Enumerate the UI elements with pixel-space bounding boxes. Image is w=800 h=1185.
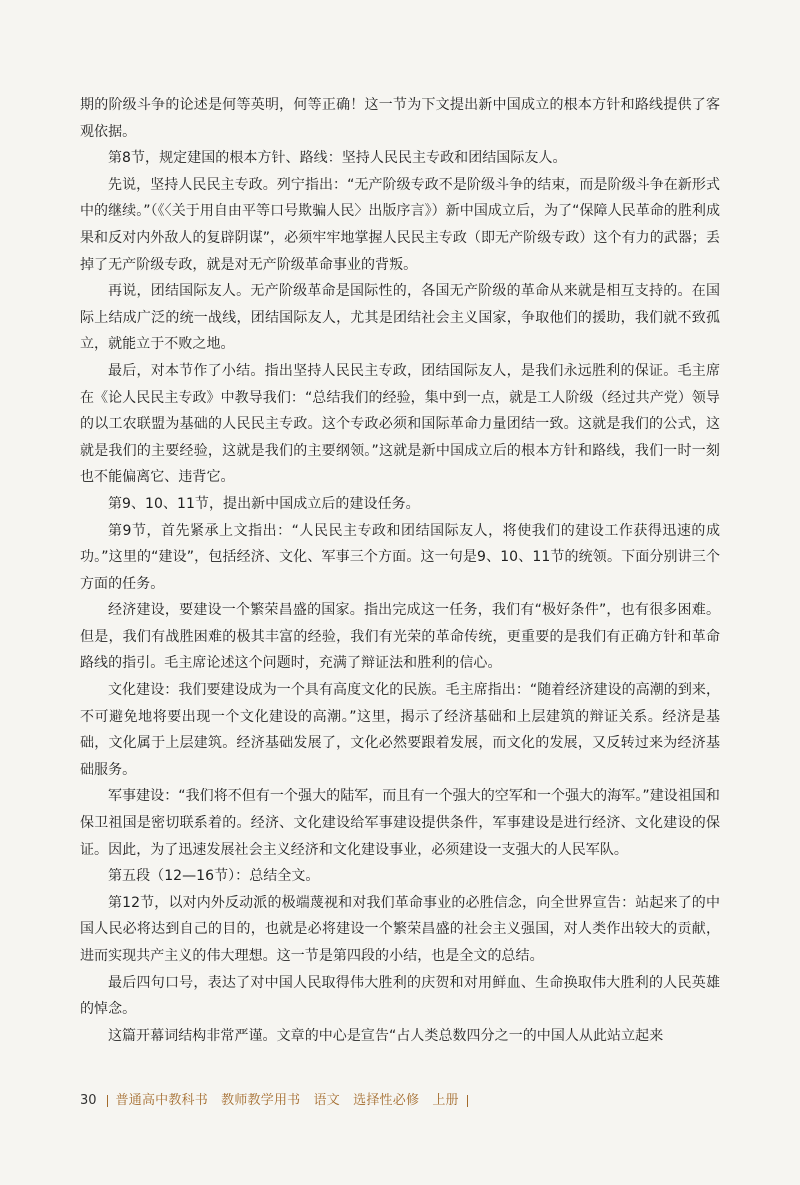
footer-divider (467, 1095, 468, 1107)
footer-divider (107, 1095, 108, 1107)
paragraph: 第8节，规定建国的根本方针、路线：坚持人民民主专政和团结国际友人。 (108, 150, 567, 167)
paragraph: 期的阶级斗争的论述是何等英明，何等正确！这一节为下文提出新中国成立的根本方针和路线提供了客观依据。 (80, 97, 720, 140)
page-footer (80, 1090, 468, 1112)
paragraph: 第五段（12—16节）：总结全文。 (108, 868, 320, 885)
paragraph: 先说，坚持人民民主专政。列宁指出：“无产阶级专政不是阶级斗争的结束，而是阶级斗争在新形式中的继续。”（《〈关于用自由平等口号欺骗人民〉出版序言》）新中国成立后，为了“保障人民革命的胜利成果和反对内外敌人的复辟阴谋”，必须牢牢地掌握人民民主专政（即无产阶级专政）这个有力的武器；丢掉了无产阶级专政，就是对无产阶级革命事业的背叛。 (80, 176, 720, 273)
paragraph: 文化建设：我们要建设成为一个具有高度文化的民族。毛主席指出：“随着经济建设的高潮的到来，不可避免地将要出现一个文化建设的高潮。”这里，揭示了经济基础和上层建筑的辩证关系。经济是基础，文化属于上层建筑。经济基础发展了，文化必然要跟着发展，而文化的发展，又反转过来为经济基础服务。 (80, 682, 720, 778)
paragraph: 第9、10、11节，提出新中国成立后的建设任务。 (108, 495, 420, 512)
paragraph: 再说，团结国际友人。无产阶级革命是国际性的，各国无产阶级的革命从来就是相互支持的。在国际上结成广泛的统一战线，团结国际友人，尤其是团结社会主义国家，争取他们的援助，我们就不致孤立，就能立于不败之地。 (80, 283, 720, 353)
book-title: 普通高中教科书 教师教学用书 语文 选择性必修 上册 (115, 1093, 459, 1108)
paragraph: 第9节，首先紧承上文指出：“人民民主专政和团结国际友人，将使我们的建设工作获得迅速的成功。”这里的“建设”，包括经济、文化、军事三个方面。这一句是9、10、11节的统领。下面分别讲三个方面的任务。 (80, 522, 720, 592)
paragraph: 最后，对本节作了小结。指出坚持人民民主专政，团结国际友人，是我们永远胜利的保证。毛主席在《论人民民主专政》中教导我们：“总结我们的经验，集中到一点，就是工人阶级（经过共产党）领导的以工农联盟为基础的人民民主专政。这个专政必须和国际革命力量团结一致。这就是我们的公式，这就是我们的主要经验，这就是我们的主要纲领。”这就是新中国成立后的根本方针和路线，我们一时一刻也不能偏离它、违背它。 (80, 362, 720, 486)
paragraph: 经济建设，要建设一个繁荣昌盛的国家。指出完成这一任务，我们有“极好条件”，也有很多困难。但是，我们有战胜困难的极其丰富的经验，我们有光荣的革命传统，更重要的是我们有正确方针和革命路线的指引。毛主席论述这个问题时，充满了辩证法和胜利的信心。 (80, 602, 720, 672)
paragraph: 最后四句口号，表达了对中国人民取得伟大胜利的庆贺和对用鲜血、生命换取伟大胜利的人民英雄的悼念。 (80, 974, 720, 1018)
paragraph: 第12节，以对内外反动派的极端蔑视和对我们革命事业的必胜信念，向全世界宣告：站起来了的中国人民必将达到自己的目的，也就是必将建设一个繁荣昌盛的社会主义强国，对人类作出较大的贡献，进而实现共产主义的伟大理想。这一节是第四段的小结，也是全文的总结。 (80, 894, 720, 964)
paragraph: 这篇开幕词结构非常严谨。文章的中心是宣告“占人类总数四分之一的中国人从此站立起来 (108, 1027, 664, 1044)
page-number: 30 (80, 1093, 97, 1108)
paragraph: 军事建设：“我们将不但有一个强大的陆军，而且有一个强大的空军和一个强大的海军。”建设祖国和保卫祖国是密切联系着的。经济、文化建设给军事建设提供条件，军事建设是进行经济、文化建设的保证。因此，为了迅速发展社会主义经济和文化建设事业，必须建设一支强大的人民军队。 (80, 788, 720, 858)
page-body (80, 92, 720, 1049)
